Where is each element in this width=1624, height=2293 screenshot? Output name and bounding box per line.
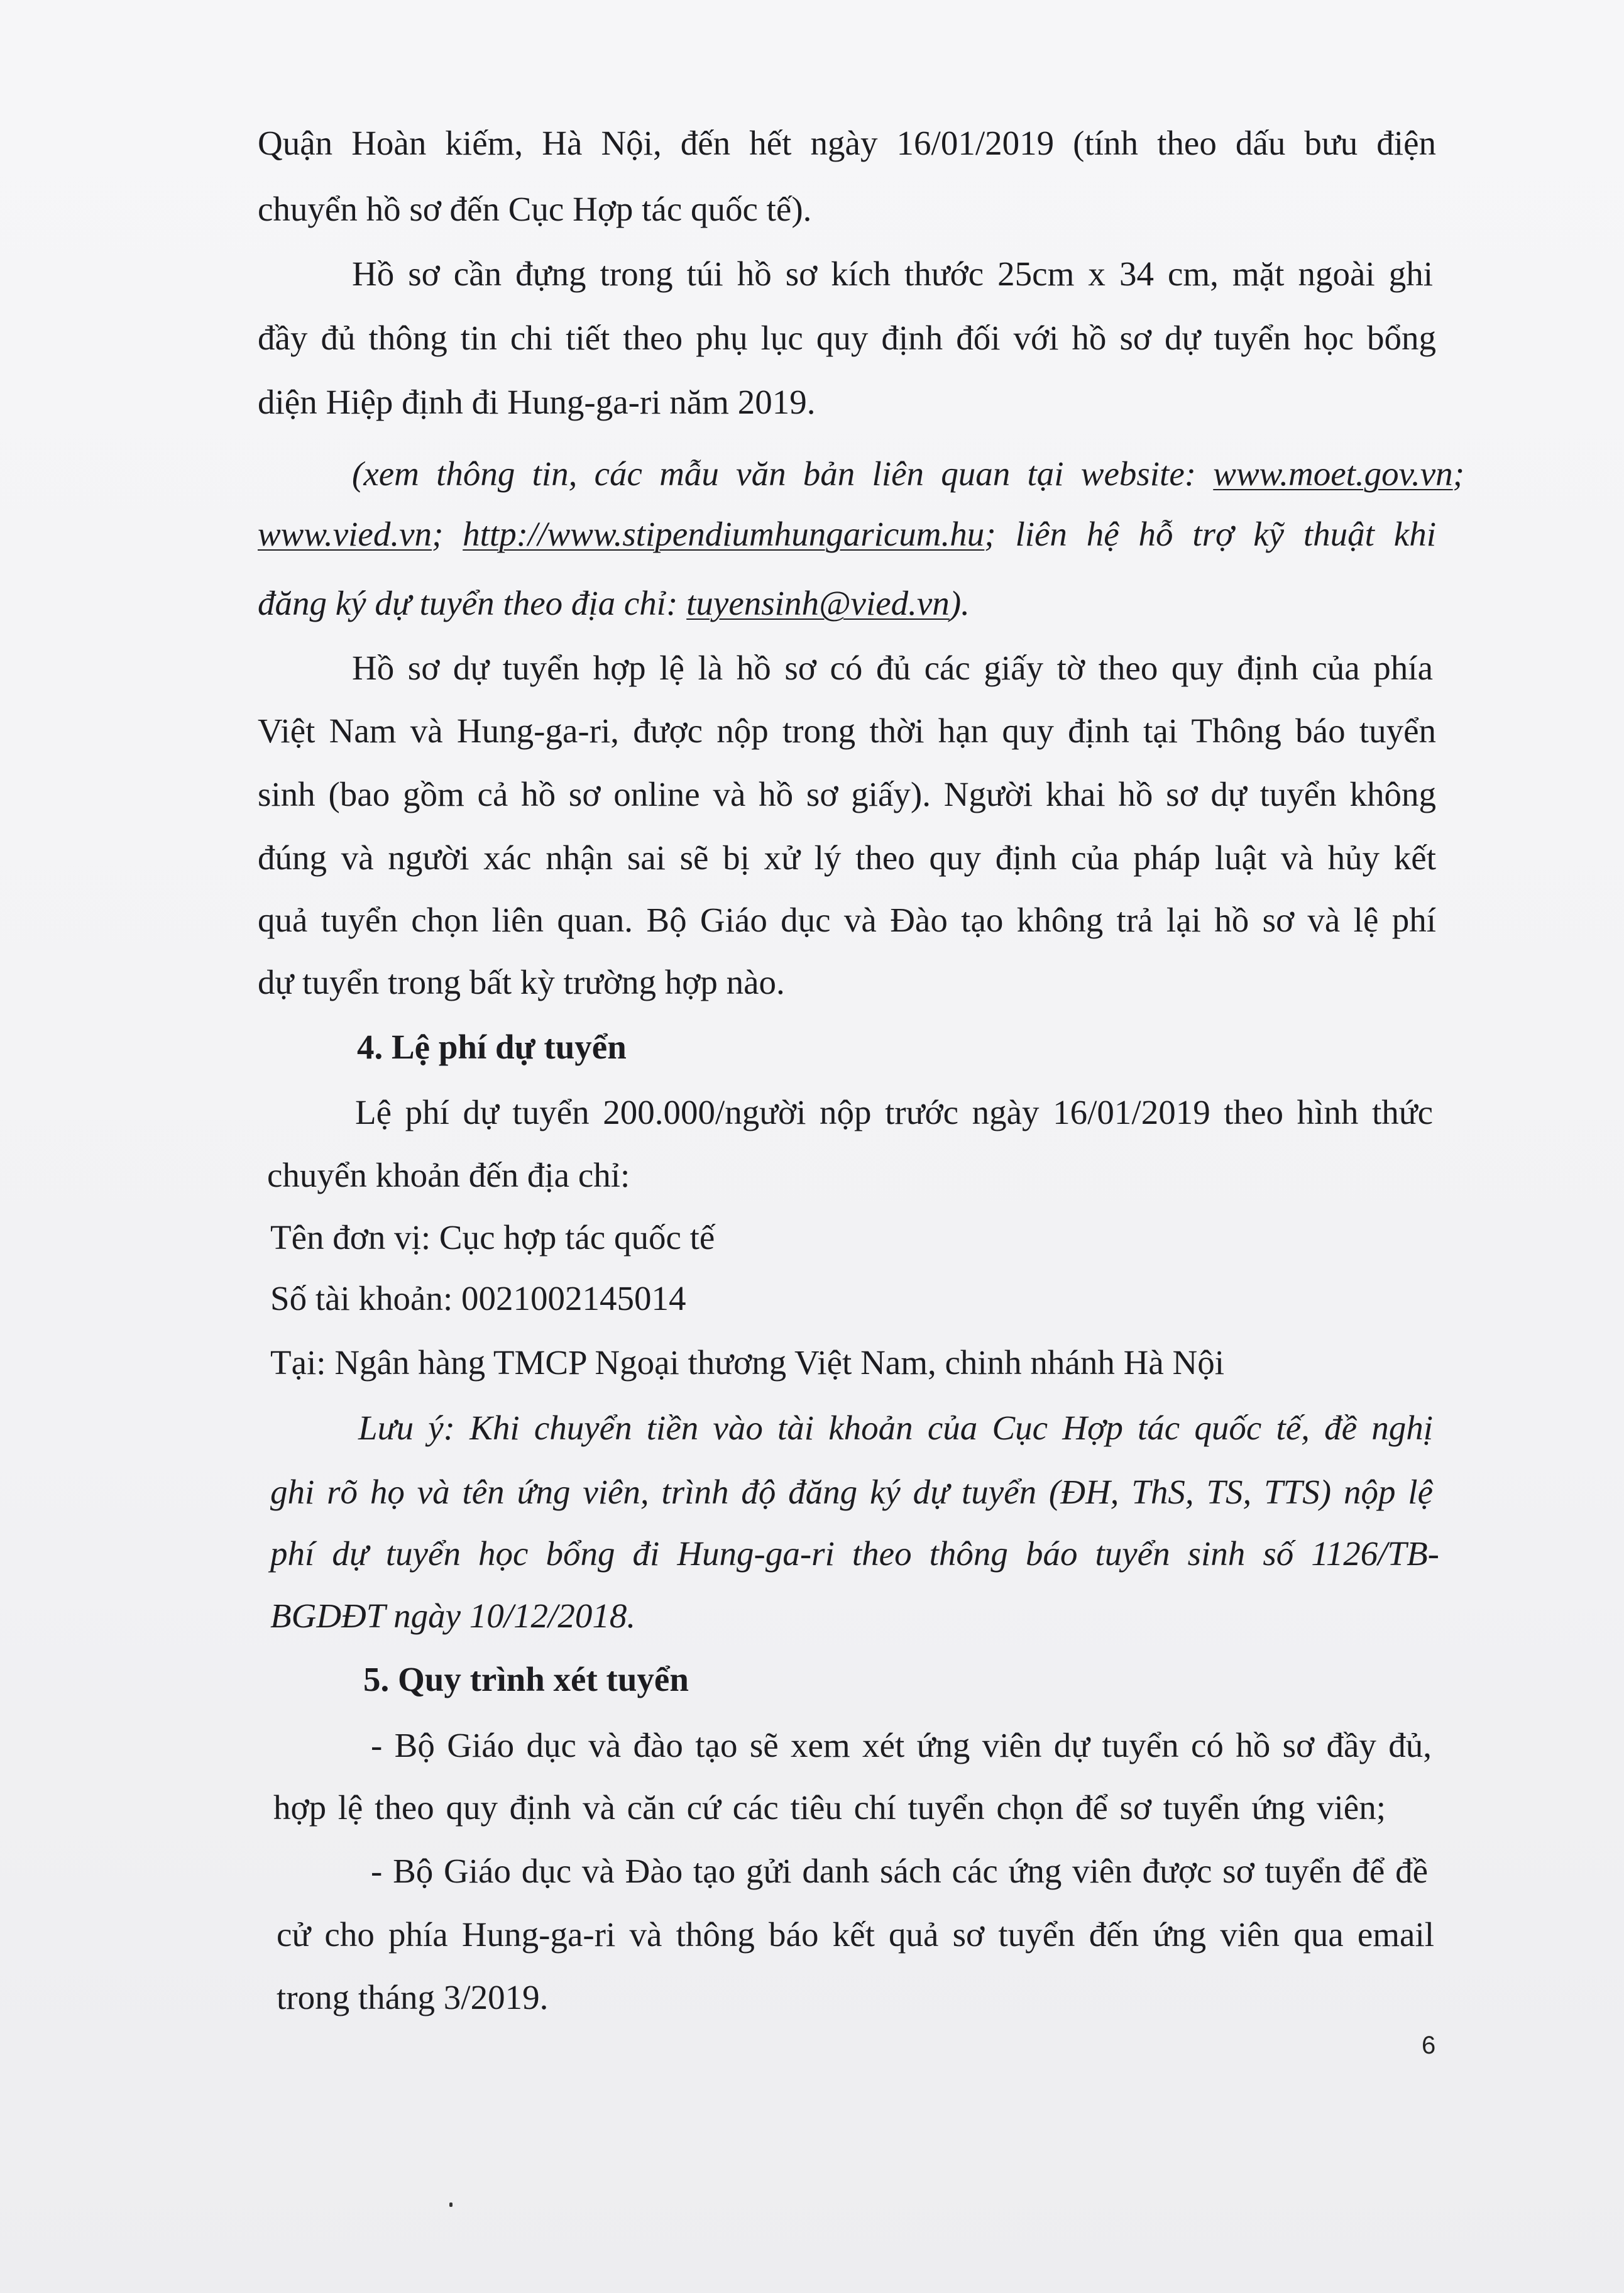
paragraph-validity-line-6: dự tuyển trong bất kỳ trường hợp nào. [258,963,785,1001]
fee-note-line-4: BGDĐT ngày 10/12/2018. [270,1597,636,1635]
website-separator: ; [1452,454,1464,493]
process-bullet-1-line-1: - Bộ Giáo dục và đào tạo sẽ xem xét ứng viên dự tuyển có hồ sơ đầy đủ, [371,1726,1432,1764]
paragraph-envelope-line-1: Hồ sơ cần đựng trong túi hồ sơ kích thước 25cm x 34 cm, mặt ngoài ghi [352,255,1433,293]
process-bullet-1-line-2: hợp lệ theo quy định và căn cứ các tiêu chí tuyển chọn để sơ tuyển ứng viên; [273,1788,1386,1827]
process-bullet-2-line-1: - Bộ Giáo dục và Đào tạo gửi danh sách các ứng viên được sơ tuyển để đề [371,1852,1428,1890]
website-separator: ; [432,515,463,553]
paragraph-address-line-1: Quận Hoàn kiếm, Hà Nội, đến hết ngày 16/01/2019 (tính theo dấu bưu điện [258,124,1436,162]
contact-intro-text: đăng ký dự tuyển theo địa chỉ: [258,584,687,622]
support-text: ; liên hệ hỗ trợ kỹ thuật khi [984,515,1436,553]
section-4-heading: 4. Lệ phí dự tuyển [357,1028,627,1066]
fee-line-2: chuyển khoản đến địa chỉ: [267,1156,630,1194]
fee-note-line-2: ghi rõ họ và tên ứng viên, trình độ đăng ký dự tuyển (ĐH, ThS, TS, TTS) nộp lệ [270,1473,1433,1511]
process-bullet-2-line-3: trong tháng 3/2019. [277,1978,549,2016]
fee-bank-name: Tại: Ngân hàng TMCP Ngoại thương Việt Nam, chinh nhánh Hà Nội [270,1343,1224,1382]
paragraph-website-line-1 [352,454,1464,494]
fee-note-line-1: Lưu ý: Khi chuyển tiền vào tài khoản của Cục Hợp tác quốc tế, đề nghị [358,1409,1433,1447]
paragraph-validity-line-3: sinh (bao gồm cả hồ sơ online và hồ sơ giấy). Người khai hồ sơ dự tuyển không [258,775,1436,813]
paragraph-validity-line-4: đúng và người xác nhận sai sẽ bị xử lý theo quy định của pháp luật và hủy kết [258,839,1436,877]
page-number: 6 [1422,2032,1436,2059]
vied-website-link[interactable]: www.vied.vn [258,515,432,553]
process-bullet-2-line-2: cử cho phía Hung-ga-ri và thông báo kết quả sơ tuyển đến ứng viên qua email [277,1915,1434,1954]
paragraph-envelope-line-2: đầy đủ thông tin chi tiết theo phụ lục quy định đối với hồ sơ dự tuyển học bổng [258,319,1436,357]
fee-line-1: Lệ phí dự tuyển 200.000/người nộp trước ngày 16/01/2019 theo hình thức [355,1093,1433,1131]
paragraph-website-line-3 [258,583,970,624]
stipendium-website-link[interactable]: http://www.stipendiumhungaricum.hu [463,515,985,553]
paragraph-validity-line-1: Hồ sơ dự tuyển hợp lệ là hồ sơ có đủ các giấy tờ theo quy định của phía [352,649,1433,687]
contact-email-link[interactable]: tuyensinh@vied.vn [686,584,950,622]
fee-note-line-3: phí dự tuyển học bổng đi Hung-ga-ri theo thông báo tuyển sinh số 1126/TB- [270,1534,1439,1573]
fee-unit-name: Tên đơn vị: Cục hợp tác quốc tế [270,1218,715,1256]
paragraph-validity-line-5: quả tuyển chọn liên quan. Bộ Giáo dục và Đào tạo không trả lại hồ sơ và lệ phí [258,901,1436,939]
paragraph-validity-line-2: Việt Nam và Hung-ga-ri, được nộp trong thời hạn quy định tại Thông báo tuyển [258,712,1436,750]
website-intro-text: (xem thông tin, các mẫu văn bản liên quan tại website: [352,454,1214,493]
paragraph-website-line-2 [258,514,1436,554]
paragraph-address-line-2: chuyển hồ sơ đến Cục Hợp tác quốc tế). [258,190,812,228]
fee-account-number: Số tài khoản: 0021002145014 [270,1279,686,1317]
paragraph-envelope-line-3: diện Hiệp định đi Hung-ga-ri năm 2019. [258,383,816,421]
paper-speck [449,2202,453,2207]
section-5-heading: 5. Quy trình xét tuyển [363,1660,689,1698]
moet-website-link[interactable]: www.moet.gov.vn [1213,454,1453,493]
contact-end-text: ). [949,584,970,622]
